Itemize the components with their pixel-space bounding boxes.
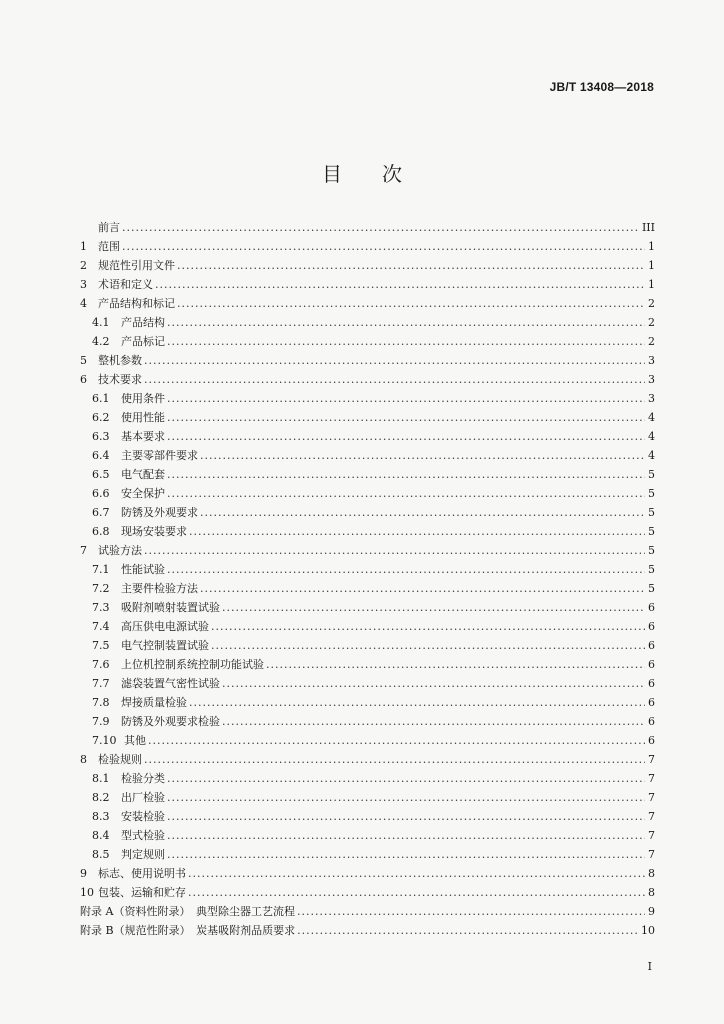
toc-entry-page: 5 (648, 487, 655, 500)
toc-entry-page: 5 (648, 544, 655, 557)
toc-entry[interactable] (80, 313, 655, 332)
standard-code: JB/T 13408—2018 (549, 80, 654, 94)
toc-entry-number: 6.3 (92, 430, 110, 443)
toc-entry-label: 范围 (98, 240, 120, 253)
toc-entry-label: 高压供电电源试验 (121, 620, 209, 633)
toc-entry[interactable] (80, 579, 655, 598)
page-number: I (647, 960, 652, 973)
toc-entry[interactable] (80, 788, 655, 807)
toc-entry-number: 6 (80, 373, 87, 386)
toc-entry-number: 8.3 (92, 810, 110, 823)
toc-entry-page: 8 (648, 886, 655, 899)
toc-leader-dots (297, 921, 639, 940)
toc-leader-dots (144, 750, 645, 769)
toc-entry[interactable] (80, 902, 655, 921)
toc-entry-page: 6 (648, 620, 655, 633)
toc-entry-label: 吸附剂喷射装置试验 (121, 601, 220, 614)
toc-leader-dots (211, 636, 645, 655)
toc-entry-label: 使用条件 (121, 392, 165, 405)
toc-entry[interactable] (80, 655, 655, 674)
toc-entry-label: 产品标记 (121, 335, 165, 348)
toc-leader-dots (189, 693, 645, 712)
toc-entry-number: 1 (80, 240, 87, 253)
toc-entry-label: 前言 (98, 221, 120, 234)
toc-entry-page: 6 (648, 601, 655, 614)
toc-entry-number: 8.5 (92, 848, 110, 861)
toc-entry[interactable] (80, 522, 655, 541)
toc-entry-label: 安全保护 (121, 487, 165, 500)
toc-entry[interactable] (80, 693, 655, 712)
toc-entry-number: 附录 B (80, 924, 114, 937)
toc-entry-label: 主要件检验方法 (121, 582, 198, 595)
toc-entry-page: 3 (648, 354, 655, 367)
toc-entry-page: 2 (648, 316, 655, 329)
toc-entry-label: 其他 (124, 734, 146, 747)
toc-entry-page: 1 (648, 278, 655, 291)
toc-leader-dots (144, 351, 645, 370)
toc-entry[interactable] (80, 503, 655, 522)
toc-leader-dots (167, 788, 645, 807)
toc-entry[interactable] (80, 826, 655, 845)
toc-entry-page: 9 (648, 905, 655, 918)
toc-leader-dots (167, 807, 645, 826)
toc-entry-number: 7.8 (92, 696, 110, 709)
toc-entry[interactable] (80, 370, 655, 389)
toc-entry-label: 电气配套 (121, 468, 165, 481)
toc-entry-page: 7 (648, 810, 655, 823)
toc-entry-number: 9 (80, 867, 87, 880)
toc-leader-dots (177, 294, 645, 313)
toc-leader-dots (144, 541, 645, 560)
toc-entry-number: 7.3 (92, 601, 110, 614)
toc-leader-dots (167, 332, 645, 351)
toc-entry-number: 6.5 (92, 468, 110, 481)
toc-entry-page: 5 (648, 506, 655, 519)
toc-entry-label: 电气控制装置试验 (121, 639, 209, 652)
toc-entry-number: 4.1 (92, 316, 110, 329)
toc-entry-page: 5 (648, 563, 655, 576)
toc-entry[interactable] (80, 921, 655, 940)
toc-entry-page: 5 (648, 525, 655, 538)
toc-entry-number: 2 (80, 259, 87, 272)
toc-entry-page: 5 (648, 468, 655, 481)
toc-entry[interactable] (80, 427, 655, 446)
toc-entry[interactable] (80, 617, 655, 636)
toc-entry-number: 6.4 (92, 449, 110, 462)
toc-entry[interactable] (80, 731, 655, 750)
toc-entry-number: 7.10 (92, 734, 117, 747)
toc-entry-number: 8.1 (92, 772, 110, 785)
toc-entry[interactable] (80, 256, 655, 275)
toc-leader-dots (167, 313, 645, 332)
toc-leader-dots (167, 769, 645, 788)
toc-entry-page: 7 (648, 772, 655, 785)
toc-entry[interactable] (80, 598, 655, 617)
toc-entry-number: 7.7 (92, 677, 110, 690)
toc-entry-page: 6 (648, 639, 655, 652)
toc-entry-page: 7 (648, 829, 655, 842)
toc-entry[interactable] (80, 769, 655, 788)
toc-entry-number: 附录 A (80, 905, 114, 918)
toc-entry-label: 防锈及外观要求检验 (121, 715, 220, 728)
toc-leader-dots (122, 237, 645, 256)
toc-entry-number: 7.4 (92, 620, 110, 633)
toc-entry-page: 7 (648, 791, 655, 804)
toc-leader-dots (297, 902, 645, 921)
toc-entry-page: 4 (648, 411, 655, 424)
toc-entry-label: 规范性引用文件 (98, 259, 175, 272)
toc-entry[interactable] (80, 864, 655, 883)
toc-entry-page: 10 (641, 924, 655, 937)
toc-entry[interactable] (80, 332, 655, 351)
toc-leader-dots (122, 218, 640, 237)
toc-leader-dots (189, 522, 645, 541)
toc-entry[interactable] (80, 807, 655, 826)
toc-entry-number: 10 (80, 886, 94, 899)
toc-leader-dots (222, 674, 645, 693)
toc-entry-page: 6 (648, 677, 655, 690)
toc-leader-dots (167, 389, 645, 408)
toc-leader-dots (200, 446, 645, 465)
toc-entry[interactable] (80, 541, 655, 560)
toc-leader-dots (222, 712, 645, 731)
toc-entry[interactable] (80, 712, 655, 731)
toc-entry-page: 2 (648, 335, 655, 348)
toc-entry[interactable] (80, 446, 655, 465)
toc-entry-number: 3 (80, 278, 87, 291)
toc-entry[interactable] (80, 674, 655, 693)
toc-leader-dots (167, 826, 645, 845)
toc-entry-number: 4.2 (92, 335, 110, 348)
toc-entry[interactable] (80, 560, 655, 579)
toc-entry-number: 6.7 (92, 506, 110, 519)
toc-entry[interactable] (80, 636, 655, 655)
table-of-contents (80, 218, 655, 940)
toc-leader-dots (266, 655, 645, 674)
toc-entry-label: 上位机控制系统控制功能试验 (121, 658, 264, 671)
toc-entry-page: 3 (648, 392, 655, 405)
toc-entry-number: 7.2 (92, 582, 110, 595)
toc-entry[interactable] (80, 845, 655, 864)
toc-entry-number: 6.2 (92, 411, 110, 424)
toc-entry-number: 7.6 (92, 658, 110, 671)
toc-entry-number: 8.4 (92, 829, 110, 842)
toc-entry-page: 6 (648, 696, 655, 709)
toc-leader-dots (148, 731, 645, 750)
toc-entry-label: 现场安装要求 (121, 525, 187, 538)
toc-entry[interactable] (80, 883, 655, 902)
toc-leader-dots (188, 883, 645, 902)
toc-entry-page: 4 (648, 430, 655, 443)
toc-entry-label: （规范性附录） 炭基吸附剂品质要求 (113, 924, 296, 937)
toc-entry[interactable] (80, 237, 655, 256)
toc-leader-dots (222, 598, 645, 617)
toc-entry-page: 1 (648, 259, 655, 272)
toc-leader-dots (167, 465, 645, 484)
toc-entry-page: 4 (648, 449, 655, 462)
toc-entry-number: 7.9 (92, 715, 110, 728)
toc-entry-label: 滤袋装置气密性试验 (121, 677, 220, 690)
toc-entry-number: 7 (80, 544, 87, 557)
toc-entry-number: 7.1 (92, 563, 110, 576)
toc-entry-page: 2 (648, 297, 655, 310)
toc-entry-page: 6 (648, 734, 655, 747)
toc-entry-label: 主要零部件要求 (121, 449, 198, 462)
toc-entry-label: 出厂检验 (121, 791, 165, 804)
toc-entry-label: （资料性附录） 典型除尘器工艺流程 (113, 905, 295, 918)
toc-entry-label: 产品结构 (121, 316, 165, 329)
toc-entry-number: 6.8 (92, 525, 110, 538)
toc-entry-label: 包装、运输和贮存 (98, 886, 186, 899)
toc-entry[interactable] (80, 408, 655, 427)
toc-leader-dots (167, 845, 645, 864)
toc-leader-dots (211, 617, 645, 636)
toc-entry-page: 6 (648, 658, 655, 671)
toc-entry-label: 标志、使用说明书 (98, 867, 186, 880)
toc-entry-page: 6 (648, 715, 655, 728)
toc-leader-dots (200, 503, 645, 522)
toc-entry[interactable] (80, 484, 655, 503)
toc-entry-label: 试验方法 (98, 544, 142, 557)
toc-entry-label: 性能试验 (121, 563, 165, 576)
toc-entry-label: 基本要求 (121, 430, 165, 443)
toc-entry-number: 6.6 (92, 487, 110, 500)
toc-entry[interactable] (80, 465, 655, 484)
toc-entry[interactable] (80, 275, 655, 294)
page-title: 目次 (322, 162, 442, 186)
toc-leader-dots (167, 408, 645, 427)
toc-entry-page: 8 (648, 867, 655, 880)
toc-entry[interactable] (80, 294, 655, 313)
toc-entry-number: 7.5 (92, 639, 110, 652)
toc-entry-label: 安装检验 (121, 810, 165, 823)
toc-leader-dots (167, 560, 645, 579)
toc-entry-label: 术语和定义 (98, 278, 153, 291)
toc-entry-label: 技术要求 (98, 373, 142, 386)
toc-entry-number: 8.2 (92, 791, 110, 804)
toc-entry-page: III (641, 221, 655, 234)
toc-entry-label: 检验分类 (121, 772, 165, 785)
toc-entry[interactable] (80, 351, 655, 370)
toc-entry[interactable] (80, 750, 655, 769)
toc-entry-number: 4 (80, 297, 87, 310)
toc-leader-dots (177, 256, 645, 275)
toc-entry-number: 5 (80, 354, 87, 367)
toc-entry-label: 产品结构和标记 (98, 297, 175, 310)
toc-entry[interactable] (80, 389, 655, 408)
toc-entry[interactable] (80, 218, 655, 237)
toc-entry-label: 防锈及外观要求 (121, 506, 198, 519)
toc-entry-page: 7 (648, 848, 655, 861)
toc-entry-label: 整机参数 (98, 354, 142, 367)
toc-entry-number: 6.1 (92, 392, 110, 405)
toc-entry-label: 焊接质量检验 (121, 696, 187, 709)
toc-leader-dots (155, 275, 645, 294)
toc-leader-dots (144, 370, 645, 389)
toc-entry-page: 1 (648, 240, 655, 253)
toc-entry-page: 7 (648, 753, 655, 766)
toc-leader-dots (188, 864, 645, 883)
toc-entry-number: 8 (80, 753, 87, 766)
toc-entry-label: 使用性能 (121, 411, 165, 424)
toc-leader-dots (167, 427, 645, 446)
toc-entry-label: 检验规则 (98, 753, 142, 766)
toc-entry-label: 型式检验 (121, 829, 165, 842)
toc-leader-dots (200, 579, 645, 598)
toc-entry-page: 3 (648, 373, 655, 386)
toc-entry-page: 5 (648, 582, 655, 595)
toc-entry-label: 判定规则 (121, 848, 165, 861)
toc-leader-dots (167, 484, 645, 503)
